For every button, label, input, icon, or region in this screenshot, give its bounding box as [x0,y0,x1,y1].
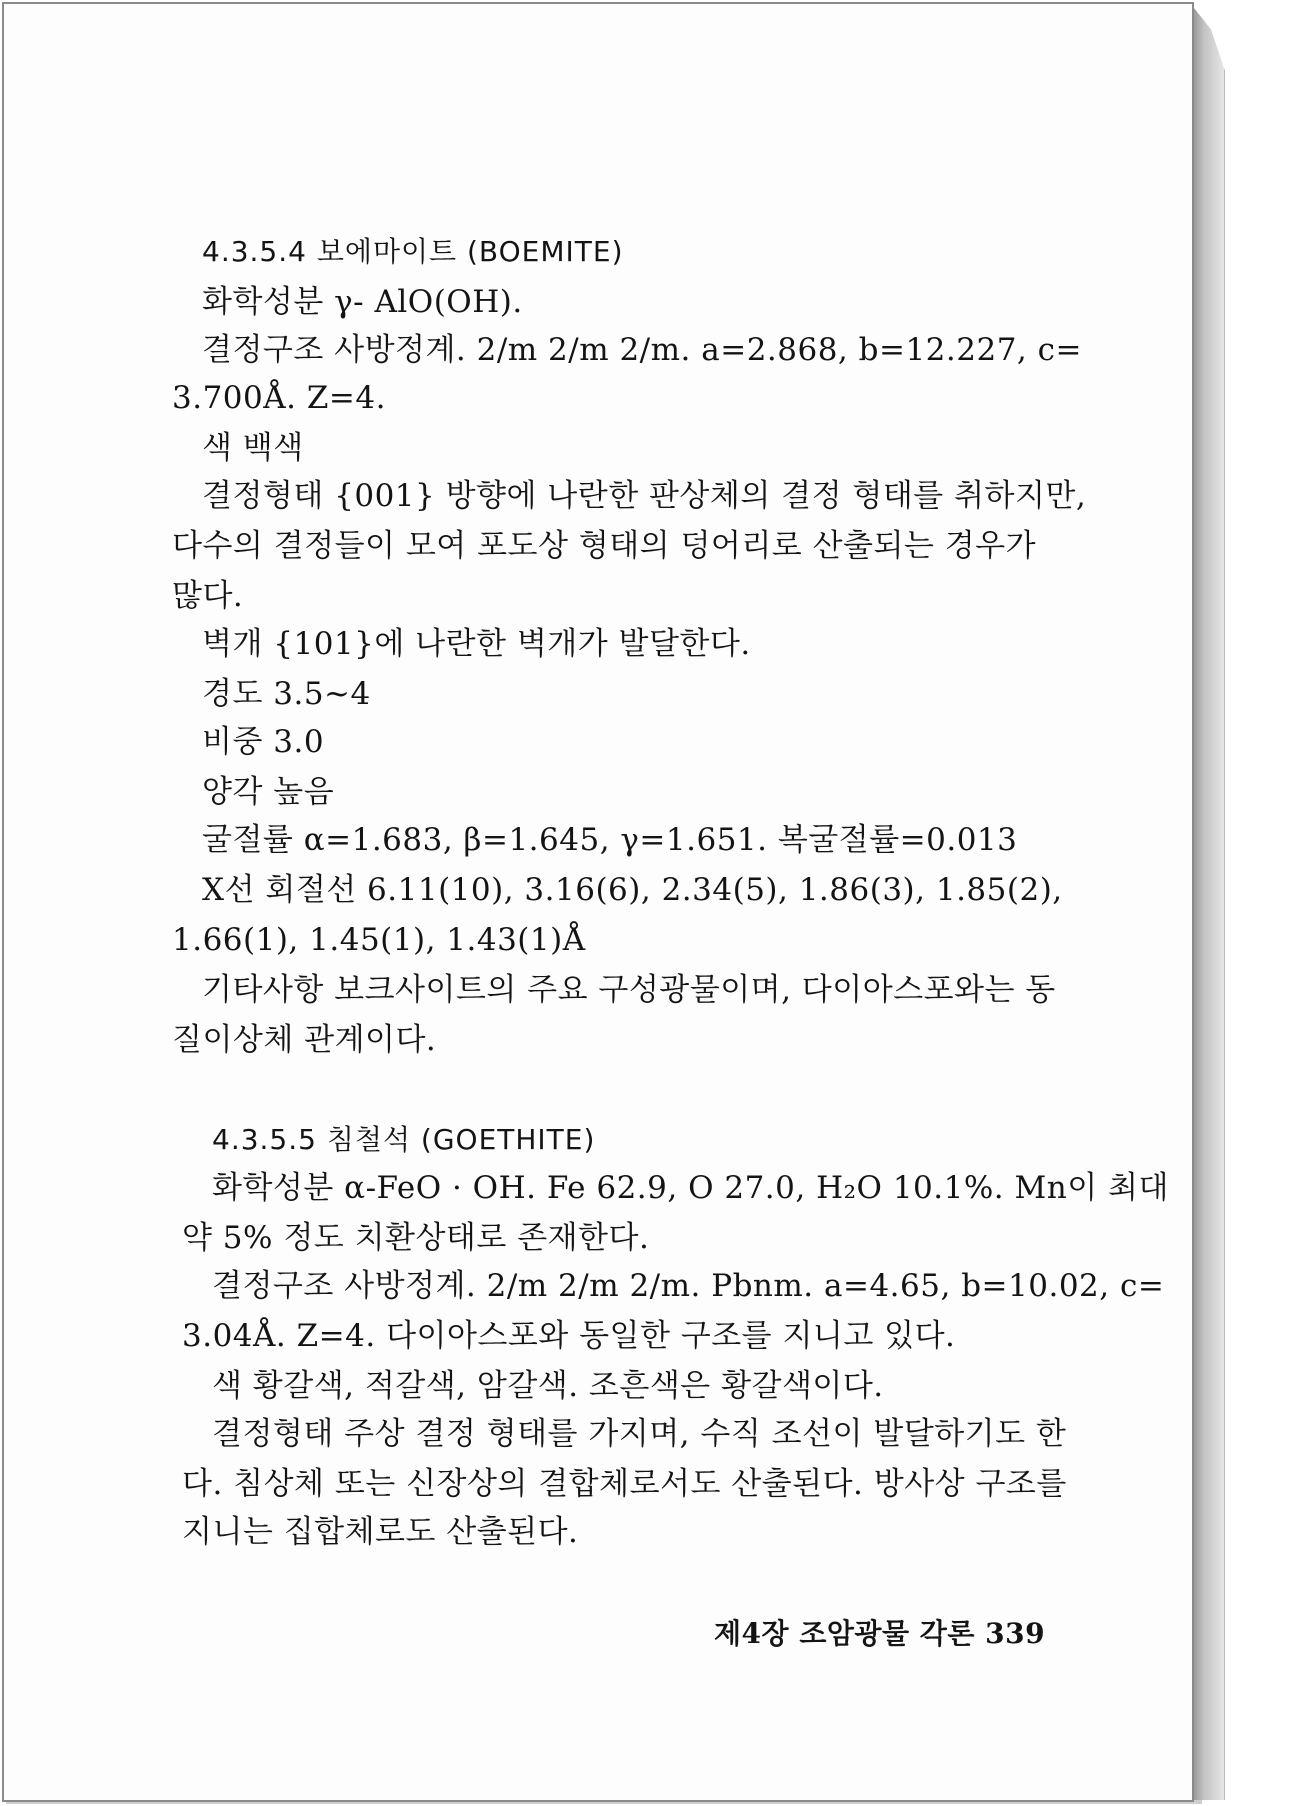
text-line: 많다. [172,578,244,614]
text-line: 비중 3.0 [202,724,325,760]
text-line: 3.04Å. Z=4. 다이아스포와 동일한 구조를 지니고 있다. [182,1318,956,1354]
text-line: 1.66(1), 1.45(1), 1.43(1)Å [172,922,586,958]
text-line: 굴절률 α=1.683, β=1.645, γ=1.651. 복굴절률=0.013 [202,822,1018,858]
text-line: 다. 침상체 또는 신장상의 결합체로서도 산출된다. 방사상 구조를 [182,1466,1067,1502]
section-heading-boemite: 4.3.5.4 보에마이트 (BOEMITE) [202,235,624,268]
text-line: 결정형태 주상 결정 형태를 가지며, 수직 조선이 발달하기도 한 [212,1416,1067,1452]
text-line: 기타사항 보크사이트의 주요 구성광물이며, 다이아스포와는 동 [202,972,1056,1008]
text-line: 양각 높음 [202,774,335,810]
text-line: 다수의 결정들이 모여 포도상 형태의 덩어리로 산출되는 경우가 [172,528,1037,564]
text-line: 결정구조 사방정계. 2/m 2/m 2/m. a=2.868, b=12.227, c= [202,332,1082,368]
section-heading-goethite: 4.3.5.5 침철석 (GOETHITE) [212,1123,596,1156]
text-line: 약 5% 정도 치환상태로 존재한다. [182,1220,650,1256]
page-footer: 제4장 조암광물 각론 339 [714,1617,1046,1650]
text-line: 색 황갈색, 적갈색, 암갈색. 조흔색은 황갈색이다. [212,1368,884,1404]
text-line: 벽개 {101}에 나란한 벽개가 발달한다. [202,626,751,662]
text-line: 3.700Å. Z=4. [172,380,386,416]
text-line: 질이상체 관계이다. [172,1022,437,1058]
text-line: 화학성분 γ- AlO(OH). [202,284,523,320]
text-line: 지니는 집합체로도 산출된다. [182,1514,579,1550]
text-line: 경도 3.5~4 [202,676,371,712]
text-line: 결정구조 사방정계. 2/m 2/m 2/m. Pbnm. a=4.65, b=10.02, c= [212,1268,1165,1304]
text-line: 화학성분 α-FeO · OH. Fe 62.9, O 27.0, H₂O 10.1%. Mn이 최대 [212,1170,1169,1206]
book-page [2,2,1194,1802]
page-edge [1194,8,1225,1800]
text-line: 색 백색 [202,430,304,466]
text-line: X선 회절선 6.11(10), 3.16(6), 2.34(5), 1.86(3), 1.85(2), [202,872,1063,908]
text-line: 결정형태 {001} 방향에 나란한 판상체의 결정 형태를 취하지만, [202,478,1087,514]
